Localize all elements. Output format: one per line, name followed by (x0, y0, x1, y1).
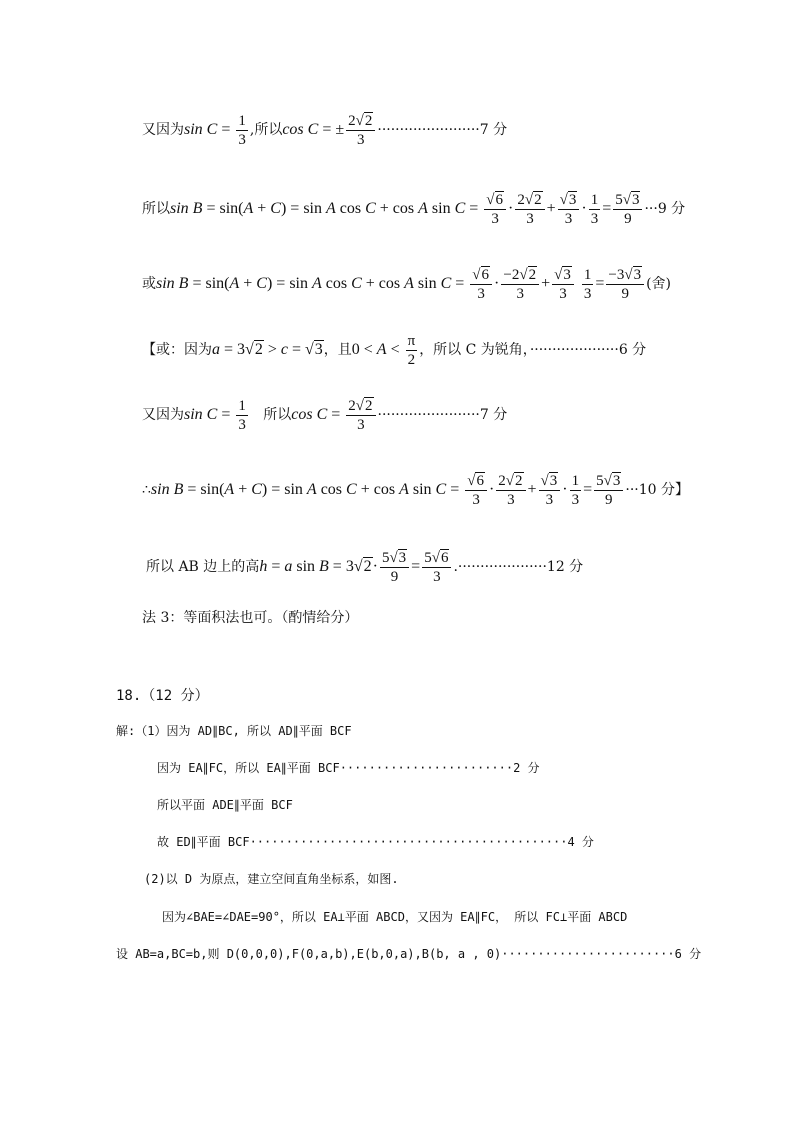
line-1 (142, 112, 507, 149)
score: 9 分 (657, 201, 686, 218)
formula: a = 3√2 > c = √3 (212, 341, 323, 359)
score: 6 分 (674, 947, 702, 961)
dots: ························ (339, 761, 514, 775)
solution-line-4 (157, 832, 594, 852)
text: ，且 (323, 342, 352, 359)
line-6 (142, 472, 689, 509)
therefore: ∴ (142, 482, 151, 499)
method-3-note (142, 608, 358, 628)
score: 4 分 (567, 835, 594, 849)
dots: ············································ (249, 835, 568, 849)
solution-line-3 (157, 795, 293, 815)
solution-line-7 (116, 944, 701, 964)
text: 故 ED∥平面 BCF (157, 835, 250, 849)
line-4 (142, 332, 646, 369)
text: 18.（12 分） (116, 688, 209, 704)
text: (2)以 D 为原点，建立空间直角坐标系，如图. (144, 872, 399, 886)
text: ，所以 C 为锐角， (419, 342, 530, 359)
formula: sin B = sin(A + C) = sin A cos C + cos A sin C = $\frac{√6}{3}$ · $\frac{2√2}{3}$ + $\frac{√3}{3}$ · $\frac{1}{3}$ = $\frac{5√3}{9}$ (170, 200, 644, 217)
text: 因为 EA∥FC，所以 EA∥平面 BCF (157, 761, 340, 775)
text: 又因为 (142, 122, 184, 139)
note: (舍) (646, 276, 671, 293)
formula: sin C = $\frac{1}{3}$ (184, 398, 246, 433)
text: 所以 (142, 201, 170, 218)
formula: 0 < A < $\frac{\pi}{2}$ (351, 333, 416, 368)
text: 解:（1）因为 AD∥BC, 所以 AD∥平面 BCF (116, 724, 352, 738)
text: 又因为 (142, 407, 184, 424)
formula: h = a sin B = 3√2· $\frac{5√3}{9}$ = $\frac{5√6}{3}$ (259, 558, 453, 575)
text: 【或：因为 (142, 342, 212, 359)
line-5 (142, 397, 507, 434)
solution-line-6 (162, 907, 627, 927)
line-2 (142, 191, 685, 228)
dots: ···················· (529, 342, 619, 359)
solution-line-2 (157, 758, 540, 778)
formula: sin B = sin(A + C) = sin A cos C + cos A sin C = $\frac{√6}{3}$ · $\frac{2√2}{3}$ + $\frac{√3}{3}$ · $\frac{1}{3}$ = $\frac{5√3}{9}$ (151, 481, 625, 498)
dots: ··· (644, 201, 658, 218)
text: ,所以 (249, 122, 283, 139)
formula: sin B = sin(A + C) = sin A cos C + cos A sin C = $\frac{√6}{3}$ · $\frac{-2√2}{3}$ + $\frac{√3}{3}$ $\frac{1}{3}$ = $\frac{-3√3}{9}$ (156, 275, 646, 292)
question-18-title (116, 686, 209, 706)
score: 2 分 (513, 761, 540, 775)
solution-line-1 (116, 721, 352, 741)
text: 所以 AB 边上的高 (146, 559, 260, 576)
score: 10 分】 (638, 482, 689, 499)
dots: ······················· (377, 122, 480, 139)
text: 因为∠BAE=∠DAE=90°，所以 EA⊥平面 ABCD，又因为 EA∥FC， 所以 FC⊥平面 ABCD (162, 910, 628, 924)
dots: ··· (625, 482, 639, 499)
score: 12 分 (546, 559, 584, 576)
text: 法 3：等面积法也可。（酌情给分） (142, 610, 359, 626)
line-3 (142, 266, 671, 303)
dots: ························ (501, 947, 675, 961)
formula: cos C = $\frac{2√2}{3}$ (291, 406, 377, 423)
text: 设 AB=a,BC=b,则 D(0,0,0),F(0,a,b),E(b,0,a),B(b, a , 0) (116, 947, 502, 961)
text: 所以平面 ADE∥平面 BCF (157, 798, 293, 812)
formula: sin C = $\frac{1}{3}$ (184, 113, 246, 148)
score: 6 分 (618, 342, 647, 359)
text: 或 (142, 276, 156, 293)
dots: .···················· (453, 559, 547, 576)
score: 7 分 (479, 407, 508, 424)
line-7 (146, 549, 583, 586)
text: 所以 (263, 407, 292, 424)
dots: ······················· (377, 407, 480, 424)
formula: cos C = ± $\frac{2√2}{3}$ (282, 121, 377, 138)
solution-line-5 (144, 869, 399, 889)
score: 7 分 (479, 122, 508, 139)
